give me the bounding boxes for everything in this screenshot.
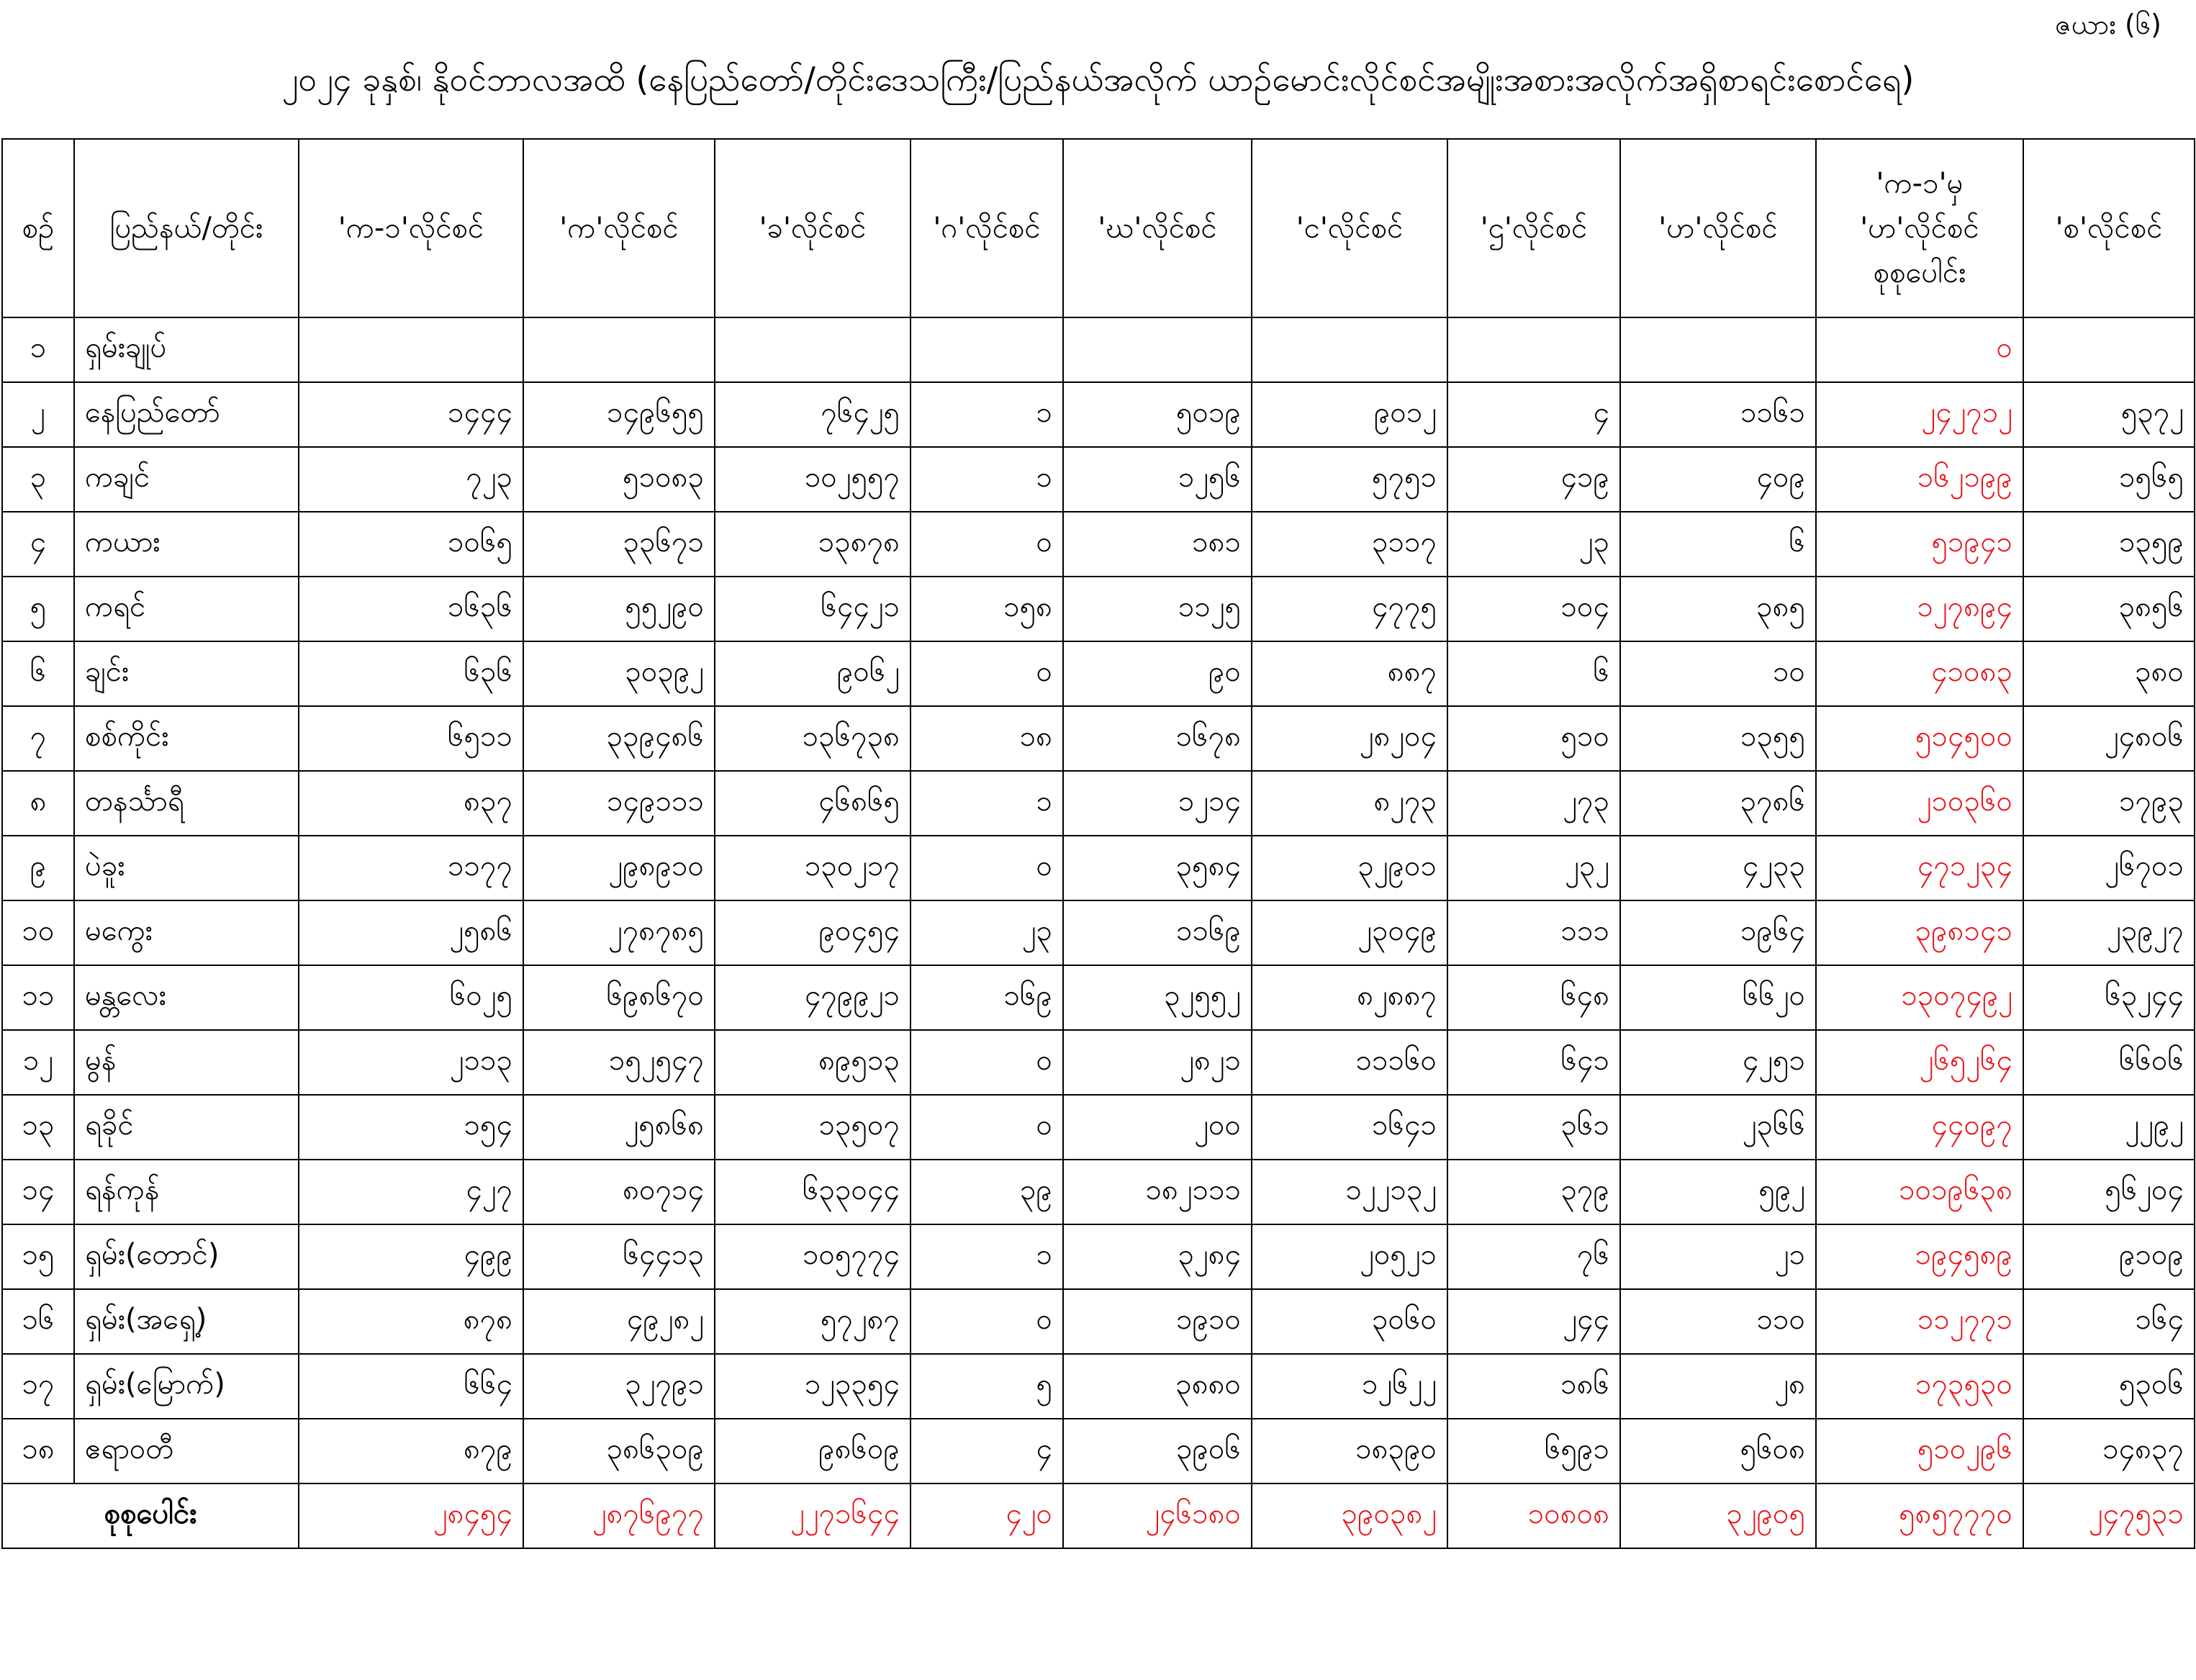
license-count-cell: ၃၈၆၃၀၉ [523, 1419, 715, 1483]
cha-license-cell: ၂၆၇၀၁ [2023, 836, 2195, 900]
license-table [1, 138, 2195, 1549]
row-total-cell: ၁၆၂၁၉၉ [1816, 447, 2023, 512]
header-col-k: 'က'လိုင်စင် [523, 139, 715, 317]
grand-total-cell: ၃၉၀၃၈၂ [1252, 1483, 1447, 1548]
row-number: ၁၆ [2, 1289, 74, 1354]
row-number: ၉ [2, 836, 74, 900]
table-row [2, 1419, 2195, 1483]
license-count-cell: ၁၅၄ [299, 1095, 523, 1160]
cha-license-cell: ၁၆၄ [2023, 1289, 2195, 1354]
row-number: ၁၁ [2, 965, 74, 1030]
license-count-cell: ၅၇၂၈၇ [715, 1289, 911, 1354]
region-name: ရှမ်း(မြောက်) [74, 1354, 299, 1419]
license-count-cell: ၂၅၈၆ [299, 900, 523, 965]
license-count-cell: ၆၄၈ [1447, 965, 1620, 1030]
license-count-cell: ၁၂၃၃၅၄ [715, 1354, 911, 1419]
license-count-cell: ၁၆၄၁ [1252, 1095, 1447, 1160]
row-total-cell: ၁၁၂၇၇၁ [1816, 1289, 2023, 1354]
cha-license-cell [2023, 317, 2195, 382]
header-col-region: ပြည်နယ်/တိုင်း [74, 139, 299, 317]
license-count-cell: ၂၈ [1620, 1354, 1816, 1419]
license-count-cell: ၈၈၇ [1252, 641, 1447, 706]
row-total-cell: ၁၉၄၅၈၉ [1816, 1224, 2023, 1289]
table-row [2, 512, 2195, 577]
table-row [2, 1095, 2195, 1160]
license-count-cell: ၉၀၁၂ [1252, 382, 1447, 447]
table-row [2, 1354, 2195, 1419]
region-name: ရှမ်း(တောင်) [74, 1224, 299, 1289]
license-count-cell: ၃၂၇၉၁ [523, 1354, 715, 1419]
license-count-cell: ၃၂၅၅၂ [1063, 965, 1252, 1030]
page-label: ဇယား (၆) [2055, 9, 2161, 40]
row-total-cell: ၄၄၀၉၇ [1816, 1095, 2023, 1160]
license-count-cell: ၅၇၅၁ [1252, 447, 1447, 512]
license-count-cell: ၁၁၁ [1447, 900, 1620, 965]
table-row [2, 771, 2195, 836]
license-count-cell: ၂၀၅၂၁ [1252, 1224, 1447, 1289]
license-count-cell: ၅၀၁၉ [1063, 382, 1252, 447]
row-number: ၁၃ [2, 1095, 74, 1160]
license-count-cell: ၉၀၄၅၄ [715, 900, 911, 965]
license-count-cell: ၅၁၀ [1447, 706, 1620, 771]
license-count-cell: ၉၀ [1063, 641, 1252, 706]
license-count-cell: ၈၂၇၃ [1252, 771, 1447, 836]
license-count-cell: ၄၁၉ [1447, 447, 1620, 512]
license-count-cell: ၈၃၇ [299, 771, 523, 836]
grand-total-label: စုစုပေါင်း [2, 1483, 299, 1548]
region-name: တနင်္သာရီ [74, 771, 299, 836]
region-name: မွန် [74, 1030, 299, 1095]
table-row [2, 900, 2195, 965]
license-count-cell [1447, 317, 1620, 382]
header-col-kh: 'ခ'လိုင်စင် [715, 139, 911, 317]
region-name: ဧရာဝတီ [74, 1419, 299, 1483]
license-count-cell: ၁၁၀ [1620, 1289, 1816, 1354]
license-count-cell: ၀ [911, 836, 1063, 900]
row-total-cell: ၅၁၀၂၉၆ [1816, 1419, 2023, 1483]
cha-license-cell: ၂၂၉၂ [2023, 1095, 2195, 1160]
license-count-cell: ၅၉၂ [1620, 1160, 1816, 1224]
region-name: ကချင် [74, 447, 299, 512]
license-count-cell: ၁၃၅၅ [1620, 706, 1816, 771]
grand-total-cell: ၂၈၄၅၄ [299, 1483, 523, 1548]
region-name: နေပြည်တော် [74, 382, 299, 447]
license-count-cell: ၄၇၇၅ [1252, 577, 1447, 641]
license-count-cell: ၁၃၆၇၃၈ [715, 706, 911, 771]
row-total-cell: ၂၁၀၃၆၀ [1816, 771, 2023, 836]
license-count-cell: ၁၈၆ [1447, 1354, 1620, 1419]
region-name: ပဲခူး [74, 836, 299, 900]
license-count-cell: ၁၆၇၈ [1063, 706, 1252, 771]
header-col-no: စဉ် [2, 139, 74, 317]
license-count-cell: ၁၁၆၁ [1620, 382, 1816, 447]
license-count-cell: ၁၆၃၆ [299, 577, 523, 641]
license-count-cell: ၁၂၅၆ [1063, 447, 1252, 512]
row-total-cell: ၄၁၀၈၃ [1816, 641, 2023, 706]
row-number: ၂ [2, 382, 74, 447]
row-total-cell: ၂၆၅၂၆၄ [1816, 1030, 2023, 1095]
license-count-cell: ၄၉၂၈၂ [523, 1289, 715, 1354]
table-row [2, 577, 2195, 641]
license-count-cell: ၂၉၈၉၁၀ [523, 836, 715, 900]
license-count-cell: ၃၂၈၄ [1063, 1224, 1252, 1289]
grand-total-sum-cell: ၅၈၅၇၇၇၀ [1816, 1483, 2023, 1548]
license-count-cell: ၈၂၈၈၇ [1252, 965, 1447, 1030]
license-count-cell: ၂၇၈၇၈၅ [523, 900, 715, 965]
license-count-cell: ၅၁၀၈၃ [523, 447, 715, 512]
row-number: ၁၅ [2, 1224, 74, 1289]
row-total-cell: ၁၃၀၇၄၉၂ [1816, 965, 2023, 1030]
license-count-cell: ၂၃၆၆ [1620, 1095, 1816, 1160]
license-count-cell: ၁၀၂၅၅၇ [715, 447, 911, 512]
license-count-cell: ၀ [911, 512, 1063, 577]
license-count-cell: ၂၃၂ [1447, 836, 1620, 900]
license-count-cell: ၃၂၉၀၁ [1252, 836, 1447, 900]
license-count-cell: ၃၇၈၆ [1620, 771, 1816, 836]
region-name: ရှမ်း(အရှေ့) [74, 1289, 299, 1354]
cha-license-cell: ၅၃၇၂ [2023, 382, 2195, 447]
row-total-cell: ၂၄၂၇၁၂ [1816, 382, 2023, 447]
license-count-cell: ၀ [911, 1030, 1063, 1095]
license-count-cell: ၃၁၁၇ [1252, 512, 1447, 577]
license-count-cell: ၉၀၆၂ [715, 641, 911, 706]
table-row [2, 641, 2195, 706]
license-count-cell: ၈၀၇၁၄ [523, 1160, 715, 1224]
row-number: ၇ [2, 706, 74, 771]
cha-license-cell: ၅၆၂၀၄ [2023, 1160, 2195, 1224]
license-count-cell [523, 317, 715, 382]
license-count-cell: ၁၉၁၀ [1063, 1289, 1252, 1354]
license-count-cell: ၀ [911, 1289, 1063, 1354]
license-count-cell: ၄၆၈၆၅ [715, 771, 911, 836]
header-col-total: 'က-၁'မှ 'ဟ'လိုင်စင် စုစုပေါင်း [1816, 139, 2023, 317]
license-count-cell: ၂၀၀ [1063, 1095, 1252, 1160]
license-count-cell: ၃၃၉၄၈၆ [523, 706, 715, 771]
header-col-ng: 'င'လိုင်စင် [1252, 139, 1447, 317]
table-row [2, 382, 2195, 447]
license-count-cell: ၆၃၆ [299, 641, 523, 706]
license-count-cell: ၁ [911, 771, 1063, 836]
region-name: ရန်ကုန် [74, 1160, 299, 1224]
row-number: ၈ [2, 771, 74, 836]
license-count-cell: ၄၂၇ [299, 1160, 523, 1224]
license-count-cell: ၁ [911, 447, 1063, 512]
license-count-cell: ၄ [911, 1419, 1063, 1483]
license-count-cell: ၃၉ [911, 1160, 1063, 1224]
license-count-cell: ၁၅၈ [911, 577, 1063, 641]
table-row [2, 965, 2195, 1030]
table-row [2, 317, 2195, 382]
region-name: ရခိုင် [74, 1095, 299, 1160]
license-count-cell: ၀ [911, 641, 1063, 706]
table-row [2, 836, 2195, 900]
license-count-cell: ၁၁၆၉ [1063, 900, 1252, 965]
license-count-cell: ၁ [911, 1224, 1063, 1289]
license-count-cell: ၁၂၆၂၂ [1252, 1354, 1447, 1419]
region-name: ချင်း [74, 641, 299, 706]
license-count-cell: ၆ [1620, 512, 1816, 577]
license-count-cell: ၃၉၀၆ [1063, 1419, 1252, 1483]
row-number: ၁၀ [2, 900, 74, 965]
cha-license-cell: ၃၈၀ [2023, 641, 2195, 706]
license-count-cell: ၄၂၅၁ [1620, 1030, 1816, 1095]
header-col-k1: 'က-၁'လိုင်စင် [299, 139, 523, 317]
license-count-cell: ၂၃၀၄၉ [1252, 900, 1447, 965]
table-header [2, 139, 2195, 317]
license-count-cell [911, 317, 1063, 382]
header-col-h: 'ဟ'လိုင်စင် [1620, 139, 1816, 317]
license-count-cell: ၆၄၄၁၃ [523, 1224, 715, 1289]
license-count-cell [1063, 317, 1252, 382]
license-count-cell: ၆ [1447, 641, 1620, 706]
header-col-s: 'စ'လိုင်စင် [2023, 139, 2195, 317]
table-row [2, 706, 2195, 771]
license-count-cell: ၁၈၁ [1063, 512, 1252, 577]
license-count-cell: ၃၀၆၀ [1252, 1289, 1447, 1354]
license-count-cell: ၂၃ [911, 900, 1063, 965]
license-count-cell: ၁၅၂၅၄၇ [523, 1030, 715, 1095]
license-count-cell: ၁၄၉၁၁၁ [523, 771, 715, 836]
license-count-cell [715, 317, 911, 382]
license-count-cell: ၂၇၃ [1447, 771, 1620, 836]
license-count-cell: ၁၄၉၆၅၅ [523, 382, 715, 447]
table-row [2, 1030, 2195, 1095]
license-count-cell: ၆၆၂၀ [1620, 965, 1816, 1030]
row-number: ၁၇ [2, 1354, 74, 1419]
license-count-cell: ၃၈၈၀ [1063, 1354, 1252, 1419]
cha-license-cell: ၁၅၆၅ [2023, 447, 2195, 512]
license-count-cell: ၄၀၉ [1620, 447, 1816, 512]
license-count-cell: ၇၆ [1447, 1224, 1620, 1289]
license-count-cell: ၆၀၂၅ [299, 965, 523, 1030]
license-count-cell: ၁၈ [911, 706, 1063, 771]
cha-license-cell: ၂၃၉၂၇ [2023, 900, 2195, 965]
license-count-cell: ၁၂၂၁၃၂ [1252, 1160, 1447, 1224]
license-count-cell: ၁၀၆၅ [299, 512, 523, 577]
table-row [2, 447, 2195, 512]
row-number: ၁၈ [2, 1419, 74, 1483]
row-number: ၆ [2, 641, 74, 706]
license-count-cell: ၂၈၂၀၄ [1252, 706, 1447, 771]
license-count-cell: ၁၂၁၄ [1063, 771, 1252, 836]
license-count-cell: ၄၇၉၉၂၁ [715, 965, 911, 1030]
grand-total-cell: ၃၂၉၀၅ [1620, 1483, 1816, 1548]
cha-license-cell: ၁၄၈၃၇ [2023, 1419, 2195, 1483]
license-count-cell: ၃၇၉ [1447, 1160, 1620, 1224]
license-count-cell: ၂၁၁၃ [299, 1030, 523, 1095]
license-count-cell: ၉၈၆၀၉ [715, 1419, 911, 1483]
license-count-cell: ၁၁၂၅ [1063, 577, 1252, 641]
page-title: ၂၀၂၄ ခုနှစ်၊ နိုဝင်ဘာလအထိ (နေပြည်တော်/တိုင်းဒေသကြီး/ပြည်နယ်အလိုက် ယာဉ်မောင်းလိုင်စင်အမျိုးအစားအလိုက်အရှိစာရင်းစောင်ရေ) [281, 60, 1915, 99]
license-count-cell [1620, 317, 1816, 382]
cha-license-cell: ၅၃၀၆ [2023, 1354, 2195, 1419]
row-number: ၁၄ [2, 1160, 74, 1224]
license-count-cell: ၁၁၁၆၀ [1252, 1030, 1447, 1095]
table-row [2, 1289, 2195, 1354]
table-row [2, 1224, 2195, 1289]
cha-license-cell: ၆၆၀၆ [2023, 1030, 2195, 1095]
grand-total-row [2, 1483, 2195, 1548]
grand-total-cell: ၂၈၇၆၉၇၇ [523, 1483, 715, 1548]
license-count-cell: ၆၄၁ [1447, 1030, 1620, 1095]
license-count-cell: ၂၈၂၁ [1063, 1030, 1252, 1095]
license-count-cell: ၁၆၉ [911, 965, 1063, 1030]
license-count-cell: ၁၀၅၇၇၄ [715, 1224, 911, 1289]
license-count-cell: ၆၆၄ [299, 1354, 523, 1419]
license-count-cell: ၁၁၇၇ [299, 836, 523, 900]
license-count-cell: ၀ [911, 1095, 1063, 1160]
grand-total-cell: ၁၀၈၀၈ [1447, 1483, 1620, 1548]
license-count-cell: ၁၃၀၂၁၇ [715, 836, 911, 900]
row-total-cell: ၃၉၈၁၄၁ [1816, 900, 2023, 965]
cha-license-cell: ၂၄၈၀၆ [2023, 706, 2195, 771]
license-count-cell: ၅ [911, 1354, 1063, 1419]
cha-license-cell: ၃၈၅၆ [2023, 577, 2195, 641]
region-name: ရှမ်းချုပ် [74, 317, 299, 382]
license-count-cell [1252, 317, 1447, 382]
cha-license-cell: ၁၃၅၉ [2023, 512, 2195, 577]
row-total-cell: ၁၀၁၉၆၃၈ [1816, 1160, 2023, 1224]
license-count-cell: ၆၉၈၆၇၀ [523, 965, 715, 1030]
license-count-cell: ၆၅၁၁ [299, 706, 523, 771]
license-count-cell: ၁၃၅၀၇ [715, 1095, 911, 1160]
header-col-g: 'ဂ'လိုင်စင် [911, 139, 1063, 317]
region-name: ကယား [74, 512, 299, 577]
row-total-cell: ၁၇၃၅၃၀ [1816, 1354, 2023, 1419]
header-col-tth: 'ဌ'လိုင်စင် [1447, 139, 1620, 317]
license-count-cell: ၂၁ [1620, 1224, 1816, 1289]
license-count-cell: ၃၈၅ [1620, 577, 1816, 641]
license-count-cell: ၈၉၅၁၃ [715, 1030, 911, 1095]
region-name: ကရင် [74, 577, 299, 641]
table-body [2, 317, 2195, 1548]
row-number: ၁၂ [2, 1030, 74, 1095]
table-row [2, 1160, 2195, 1224]
license-count-cell: ၄၉၉ [299, 1224, 523, 1289]
license-count-cell [299, 317, 523, 382]
header-col-gh: 'ဃ'လိုင်စင် [1063, 139, 1252, 317]
cha-license-cell: ၉၁၀၉ [2023, 1224, 2195, 1289]
license-count-cell: ၁၈၂၁၁၁ [1063, 1160, 1252, 1224]
license-count-cell: ၆၃၃၀၄၄ [715, 1160, 911, 1224]
license-count-cell: ၆၅၉၁ [1447, 1419, 1620, 1483]
row-total-cell: ၁၂၇၈၉၄ [1816, 577, 2023, 641]
license-count-cell: ၁၀ [1620, 641, 1816, 706]
license-count-cell: ၃၅၈၄ [1063, 836, 1252, 900]
region-name: စစ်ကိုင်း [74, 706, 299, 771]
license-count-cell: ၃၀၃၉၂ [523, 641, 715, 706]
row-number: ၁ [2, 317, 74, 382]
grand-total-cell: ၂၄၆၁၈၀ [1063, 1483, 1252, 1548]
license-count-cell: ၈၇၉ [299, 1419, 523, 1483]
license-count-cell: ၁၀၄ [1447, 577, 1620, 641]
row-total-cell: ၅၁၉၄၁ [1816, 512, 2023, 577]
license-count-cell: ၇၂၃ [299, 447, 523, 512]
license-count-cell: ၈၇၈ [299, 1289, 523, 1354]
row-number: ၄ [2, 512, 74, 577]
license-count-cell: ၁၄၄၄ [299, 382, 523, 447]
license-count-cell: ၃၆၁ [1447, 1095, 1620, 1160]
license-count-cell: ၁၉၆၄ [1620, 900, 1816, 965]
grand-total-cha-cell: ၂၄၇၅၃၁ [2023, 1483, 2195, 1548]
row-total-cell: ၅၁၄၅၀၀ [1816, 706, 2023, 771]
license-count-cell: ၁ [911, 382, 1063, 447]
row-total-cell: ၀ [1816, 317, 2023, 382]
license-count-cell: ၄ [1447, 382, 1620, 447]
grand-total-cell: ၄၂၀ [911, 1483, 1063, 1548]
region-name: မန္တလေး [74, 965, 299, 1030]
license-count-cell: ၅၆၀၈ [1620, 1419, 1816, 1483]
license-count-cell: ၁၈၃၉၀ [1252, 1419, 1447, 1483]
license-count-cell: ၅၅၂၉၀ [523, 577, 715, 641]
license-count-cell: ၂၃ [1447, 512, 1620, 577]
cha-license-cell: ၆၃၂၄၄ [2023, 965, 2195, 1030]
license-count-cell: ၁၃၈၇၈ [715, 512, 911, 577]
row-number: ၃ [2, 447, 74, 512]
cha-license-cell: ၁၇၉၃ [2023, 771, 2195, 836]
license-count-cell: ၄၂၃၃ [1620, 836, 1816, 900]
license-count-cell: ၂၅၈၆၈ [523, 1095, 715, 1160]
license-count-cell: ၂၄၄ [1447, 1289, 1620, 1354]
license-count-cell: ၇၆၄၂၅ [715, 382, 911, 447]
license-count-cell: ၆၄၄၂၁ [715, 577, 911, 641]
grand-total-cell: ၂၂၇၁၆၄၄ [715, 1483, 911, 1548]
license-count-cell: ၃၃၆၇၁ [523, 512, 715, 577]
row-total-cell: ၄၇၁၂၃၄ [1816, 836, 2023, 900]
row-number: ၅ [2, 577, 74, 641]
region-name: မကွေး [74, 900, 299, 965]
